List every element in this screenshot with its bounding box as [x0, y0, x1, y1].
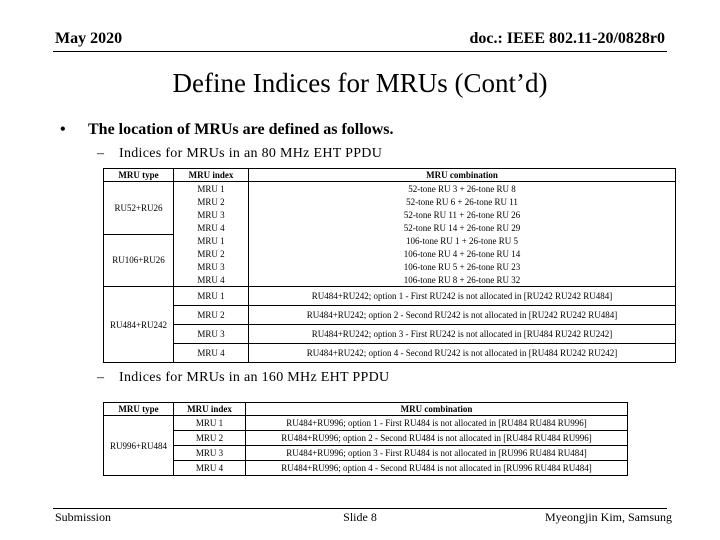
mru-combination-cell: RU484+RU996; option 1 - First RU484 is not allocated in [RU484 RU484 RU996]	[246, 416, 628, 431]
mru-combination-cell: RU484+RU996; option 4 - Second RU484 is not allocated in [RU996 RU484 RU484]	[246, 461, 628, 476]
table-row	[104, 431, 628, 446]
col-header-mru-combination: MRU combination	[246, 403, 628, 416]
mru-combination-cell: 106-tone RU 1 + 26-tone RU 5	[249, 234, 676, 247]
mru-index-cell: MRU 2	[174, 431, 246, 446]
mru-index-cell: MRU 3	[174, 260, 249, 273]
table-row	[104, 208, 676, 221]
sub-bullet-160mhz	[97, 370, 597, 388]
table-row	[104, 247, 676, 260]
mru-combination-cell: RU484+RU242; option 2 - Second RU242 is not allocated in [RU242 RU242 RU484]	[249, 306, 676, 325]
table-row	[104, 325, 676, 344]
mru-type-cell: RU484+RU242	[104, 287, 174, 363]
table-row	[104, 221, 676, 234]
sub-bullet-symbol: –	[97, 146, 104, 161]
footer-slide-number: Slide 8	[343, 510, 377, 524]
bullet-text: The location of MRUs are defined as follows.	[88, 121, 394, 138]
mru-index-cell: MRU 4	[174, 461, 246, 476]
mru-index-cell: MRU 2	[174, 247, 249, 260]
mru-combination-cell: RU484+RU996; option 2 - Second RU484 is not allocated in [RU484 RU484 RU996]	[246, 431, 628, 446]
mru-index-cell: MRU 1	[174, 182, 249, 196]
table-row	[104, 461, 628, 476]
table-row	[104, 234, 676, 247]
mru-type-cell: RU996+RU484	[104, 416, 174, 476]
mru-index-cell: MRU 4	[174, 221, 249, 234]
mru-index-cell: MRU 1	[174, 287, 249, 306]
col-header-mru-index: MRU index	[174, 403, 246, 416]
mru-type-cell: RU106+RU26	[104, 234, 174, 287]
col-header-mru-index: MRU index	[174, 169, 249, 182]
table-row	[104, 182, 676, 196]
mru-combination-cell: 106-tone RU 8 + 26-tone RU 32	[249, 273, 676, 287]
sub-bullet-text: Indices for MRUs in an 80 MHz EHT PPDU	[119, 146, 383, 161]
footer-author: Myeongjin Kim, Samsung	[544, 510, 672, 524]
table-row	[104, 306, 676, 325]
footer-submission: Submission	[55, 510, 112, 524]
mru-index-cell: MRU 2	[174, 195, 249, 208]
col-header-mru-type: MRU type	[104, 403, 174, 416]
mru-index-cell: MRU 3	[174, 325, 249, 344]
mru-combination-cell: 52-tone RU 14 + 26-tone RU 29	[249, 221, 676, 234]
mru-combination-cell: RU484+RU996; option 3 - First RU484 is not allocated in [RU996 RU484 RU484]	[246, 446, 628, 461]
table-row	[104, 416, 628, 431]
table-row	[104, 195, 676, 208]
table-row	[104, 287, 676, 306]
mru-combination-cell: RU484+RU242; option 3 - First RU242 is not allocated in [RU484 RU242 RU242]	[249, 325, 676, 344]
table-row	[104, 260, 676, 273]
col-header-mru-combination: MRU combination	[249, 169, 676, 182]
mru-type-cell: RU52+RU26	[104, 182, 174, 235]
mru-combination-cell: 106-tone RU 4 + 26-tone RU 14	[249, 247, 676, 260]
bullet-symbol: •	[60, 121, 66, 138]
sub-bullet-text: Indices for MRUs in an 160 MHz EHT PPDU	[119, 370, 390, 385]
table-row	[104, 273, 676, 287]
mru-combination-cell: 52-tone RU 6 + 26-tone RU 11	[249, 195, 676, 208]
header-date: May 2020	[55, 30, 123, 47]
mru-combination-cell: RU484+RU242; option 1 - First RU242 is not allocated in [RU242 RU242 RU484]	[249, 287, 676, 306]
mru-table-160mhz	[103, 402, 628, 476]
header-doc-id: doc.: IEEE 802.11-20/0828r0	[469, 30, 665, 47]
mru-index-cell: MRU 3	[174, 446, 246, 461]
footer-rule	[53, 508, 667, 509]
mru-table-80mhz	[103, 168, 676, 363]
mru-index-cell: MRU 4	[174, 344, 249, 363]
col-header-mru-type: MRU type	[104, 169, 174, 182]
sub-bullet-symbol: –	[97, 370, 104, 385]
sub-bullet-80mhz	[97, 146, 597, 164]
mru-index-cell: MRU 1	[174, 416, 246, 431]
mru-combination-cell: RU484+RU242; option 4 - Second RU242 is not allocated in [RU484 RU242 RU242]	[249, 344, 676, 363]
mru-index-cell: MRU 2	[174, 306, 249, 325]
header-rule	[53, 51, 667, 52]
table-row	[104, 344, 676, 363]
mru-index-cell: MRU 3	[174, 208, 249, 221]
mru-index-cell: MRU 4	[174, 273, 249, 287]
mru-combination-cell: 52-tone RU 11 + 26-tone RU 26	[249, 208, 676, 221]
mru-index-cell: MRU 1	[174, 234, 249, 247]
mru-combination-cell: 106-tone RU 5 + 26-tone RU 23	[249, 260, 676, 273]
mru-combination-cell: 52-tone RU 3 + 26-tone RU 8	[249, 182, 676, 196]
table-row	[104, 446, 628, 461]
bullet-item	[60, 121, 660, 141]
slide-title: Define Indices for MRUs (Cont’d)	[172, 68, 548, 98]
